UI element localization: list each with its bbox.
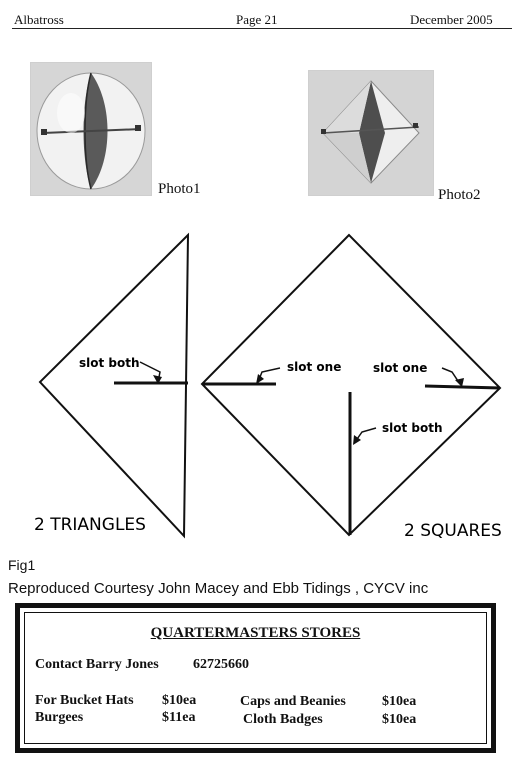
quartermasters-inner-border: [24, 612, 487, 744]
spherical-reflector-photo: [31, 63, 151, 195]
store-contact-phone: 62725660: [193, 657, 249, 672]
reflector-template-diagram: [0, 222, 525, 552]
squares-label: 2 SQUARES: [404, 521, 502, 541]
header-divider: [12, 28, 512, 29]
store-contact-name: Contact Barry Jones: [35, 657, 159, 672]
store-title: QUARTERMASTERS STORES: [150, 625, 361, 641]
octahedral-reflector-photo: [309, 71, 433, 195]
store-item-price: $10ea: [382, 712, 417, 727]
triangles-label: 2 TRIANGLES: [34, 515, 146, 535]
slot-both-center-label: slot both: [382, 421, 443, 435]
store-item-price: $10ea: [162, 693, 197, 708]
slot-both-left-label: slot both: [79, 356, 140, 370]
store-item-price: $11ea: [162, 710, 196, 725]
photo-1: [30, 62, 152, 196]
header-publication: Albatross: [14, 12, 64, 27]
photo-2-caption: Photo2: [438, 187, 481, 203]
figure-courtesy: Reproduced Courtesy John Macey and Ebb Tidings , CYCV inc: [8, 580, 429, 597]
figure-label: Fig1: [8, 557, 36, 573]
quartermasters-box: [15, 603, 496, 753]
store-item-name: Burgees: [35, 710, 84, 725]
photo-2: [308, 70, 434, 196]
slot-one-right-label: slot one: [373, 361, 428, 375]
slot-one-left-label: slot one: [287, 360, 342, 374]
store-item-name: Caps and Beanies: [240, 694, 346, 709]
square-shape: [202, 235, 500, 535]
header-date: December 2005: [410, 12, 493, 27]
store-item-name: For Bucket Hats: [35, 693, 134, 708]
header-page-number: Page 21: [236, 12, 278, 27]
store-item-name: Cloth Badges: [243, 712, 323, 727]
store-item-price: $10ea: [382, 694, 417, 709]
triangle-shape: [40, 235, 188, 536]
photo-1-caption: Photo1: [158, 181, 201, 197]
